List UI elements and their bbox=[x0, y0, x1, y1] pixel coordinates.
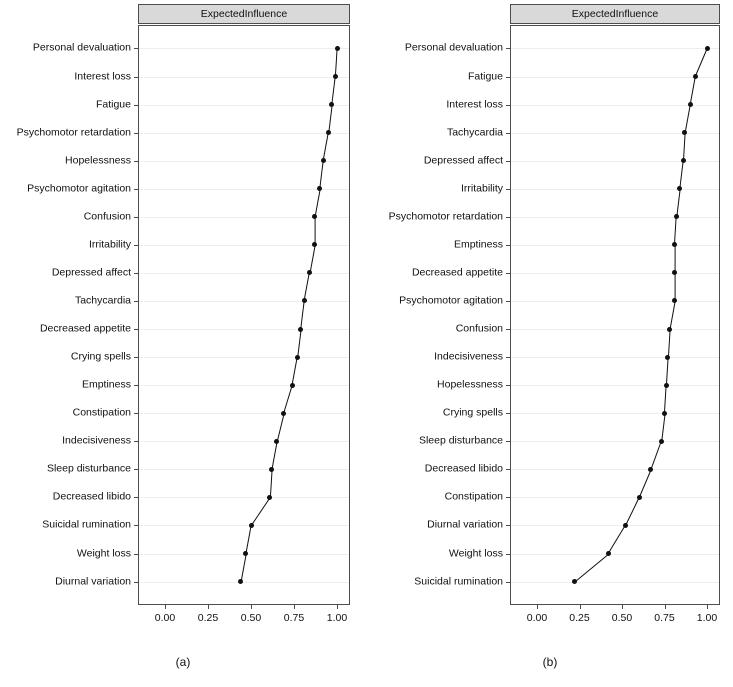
x-axis-tick bbox=[665, 605, 666, 609]
category-label: Crying spells bbox=[442, 406, 503, 419]
series-line-segment bbox=[666, 358, 669, 386]
data-point bbox=[269, 467, 274, 472]
y-axis-tick bbox=[506, 385, 510, 386]
series-line-segment bbox=[664, 386, 667, 414]
category-label: Sleep disturbance bbox=[46, 462, 131, 475]
row-gridline bbox=[511, 245, 719, 246]
row-gridline bbox=[511, 48, 719, 49]
y-axis-tick bbox=[506, 77, 510, 78]
row-gridline bbox=[139, 582, 349, 583]
x-axis-tick-label: 0.75 bbox=[283, 612, 305, 624]
row-gridline bbox=[139, 497, 349, 498]
data-point bbox=[302, 298, 307, 303]
y-axis-tick bbox=[134, 525, 138, 526]
category-label: Weight loss bbox=[448, 547, 503, 559]
panel-b-title-text: ExpectedInfluence bbox=[571, 8, 659, 20]
x-axis-tick bbox=[251, 605, 252, 609]
y-axis-tick bbox=[506, 357, 510, 358]
category-label: Confusion bbox=[455, 322, 503, 335]
data-point bbox=[249, 523, 254, 528]
x-axis-tick-label: 0.25 bbox=[197, 612, 219, 624]
series-line-segment bbox=[271, 442, 277, 470]
data-point bbox=[674, 214, 679, 219]
y-axis-tick bbox=[506, 217, 510, 218]
data-point bbox=[688, 102, 693, 107]
y-axis-tick bbox=[134, 582, 138, 583]
series-line-segment bbox=[276, 414, 284, 442]
series-line-segment bbox=[638, 470, 651, 499]
series-line-segment bbox=[661, 414, 666, 442]
series-line-segment bbox=[297, 330, 302, 358]
series-line-segment bbox=[314, 217, 315, 245]
y-axis-tick bbox=[134, 161, 138, 162]
category-label: Psychomotor agitation bbox=[27, 182, 131, 195]
y-axis-tick bbox=[134, 554, 138, 555]
category-label: Constipation bbox=[444, 490, 503, 503]
data-point bbox=[238, 579, 243, 584]
x-axis-tick-label: 0.75 bbox=[654, 612, 675, 624]
data-point bbox=[335, 46, 340, 51]
y-axis-tick bbox=[506, 189, 510, 190]
series-line-segment bbox=[309, 245, 315, 273]
row-gridline bbox=[511, 469, 719, 470]
row-gridline bbox=[139, 525, 349, 526]
category-label: Emptiness bbox=[81, 378, 131, 391]
panel-b bbox=[367, 0, 733, 687]
data-point bbox=[326, 130, 331, 135]
category-label: Diurnal variation bbox=[427, 518, 503, 531]
y-axis-tick bbox=[134, 329, 138, 330]
category-label: Psychomotor retardation bbox=[388, 210, 503, 223]
category-label: Emptiness bbox=[453, 238, 503, 251]
y-axis-tick bbox=[506, 301, 510, 302]
row-gridline bbox=[511, 357, 719, 358]
y-axis-tick bbox=[134, 217, 138, 218]
x-axis-tick bbox=[537, 605, 538, 609]
data-point bbox=[307, 270, 312, 275]
panel-a-plot-area bbox=[138, 25, 350, 605]
series-line-segment bbox=[683, 133, 686, 161]
series-line-segment bbox=[650, 442, 661, 470]
y-axis-tick bbox=[134, 133, 138, 134]
y-axis-tick bbox=[506, 413, 510, 414]
series-line-segment bbox=[269, 470, 272, 498]
panel-a-strip-title bbox=[138, 4, 350, 24]
row-gridline bbox=[139, 77, 349, 78]
series-line-segment bbox=[689, 77, 695, 105]
row-gridline bbox=[511, 161, 719, 162]
row-gridline bbox=[511, 582, 719, 583]
series-line-segment bbox=[676, 189, 681, 217]
row-gridline bbox=[511, 497, 719, 498]
data-point bbox=[682, 130, 687, 135]
category-label: Hopelessness bbox=[437, 378, 503, 391]
y-axis-tick bbox=[134, 273, 138, 274]
row-gridline bbox=[511, 217, 719, 218]
data-point bbox=[637, 495, 642, 500]
y-axis-tick bbox=[506, 554, 510, 555]
data-point bbox=[298, 327, 303, 332]
x-axis-tick-label: 1.00 bbox=[696, 612, 718, 624]
data-point bbox=[321, 158, 326, 163]
row-gridline bbox=[139, 301, 349, 302]
y-axis-tick bbox=[134, 77, 138, 78]
category-label: Personal devaluation bbox=[404, 41, 503, 54]
data-point bbox=[274, 439, 279, 444]
category-label: Decreased libido bbox=[424, 462, 503, 475]
category-label: Hopelessness bbox=[65, 154, 131, 167]
data-point bbox=[662, 411, 667, 416]
row-gridline bbox=[511, 441, 719, 442]
category-label: Confusion bbox=[83, 210, 131, 223]
series-line-segment bbox=[240, 554, 246, 582]
panel-b-strip-title bbox=[510, 4, 720, 24]
row-gridline bbox=[511, 189, 719, 190]
x-axis-tick-label: 0.25 bbox=[569, 612, 590, 624]
x-axis-tick bbox=[707, 605, 708, 609]
row-gridline bbox=[139, 245, 349, 246]
category-label: Suicidal rumination bbox=[414, 575, 503, 588]
x-axis-tick bbox=[294, 605, 295, 609]
data-point bbox=[572, 579, 577, 584]
data-point bbox=[648, 467, 653, 472]
y-axis-tick bbox=[134, 105, 138, 106]
x-axis-tick bbox=[580, 605, 581, 609]
series-line-segment bbox=[328, 105, 333, 133]
data-point bbox=[243, 551, 248, 556]
row-gridline bbox=[511, 554, 719, 555]
category-label: Sleep disturbance bbox=[418, 434, 503, 447]
series-line-segment bbox=[695, 49, 708, 78]
y-axis-tick bbox=[134, 413, 138, 414]
category-label: Constipation bbox=[72, 406, 131, 419]
y-axis-tick bbox=[506, 245, 510, 246]
series-line-segment bbox=[292, 358, 298, 386]
data-point bbox=[667, 327, 672, 332]
y-axis-tick bbox=[134, 497, 138, 498]
y-axis-tick bbox=[506, 441, 510, 442]
category-label: Decreased appetite bbox=[39, 322, 131, 335]
series-line-segment bbox=[319, 161, 324, 189]
data-point bbox=[317, 186, 322, 191]
row-gridline bbox=[511, 301, 719, 302]
category-label: Fatigue bbox=[467, 70, 503, 82]
category-label: Interest loss bbox=[446, 98, 503, 111]
data-point bbox=[672, 270, 677, 275]
category-label: Suicidal rumination bbox=[42, 518, 131, 531]
data-point bbox=[333, 74, 338, 79]
data-point bbox=[281, 411, 286, 416]
category-label: Weight loss bbox=[76, 547, 131, 559]
y-axis-tick bbox=[506, 161, 510, 162]
series-line-segment bbox=[669, 301, 675, 329]
data-point bbox=[267, 495, 272, 500]
y-axis-tick bbox=[506, 105, 510, 106]
x-axis-tick bbox=[208, 605, 209, 609]
panel-a bbox=[0, 0, 366, 687]
y-axis-tick bbox=[134, 48, 138, 49]
row-gridline bbox=[511, 385, 719, 386]
category-label: Interest loss bbox=[74, 70, 131, 82]
panel-a-title-text: ExpectedInfluence bbox=[200, 8, 288, 20]
category-label: Depressed affect bbox=[423, 154, 503, 167]
series-line-segment bbox=[323, 133, 329, 161]
y-axis-tick bbox=[506, 469, 510, 470]
category-label: Depressed affect bbox=[51, 266, 131, 279]
row-gridline bbox=[139, 357, 349, 358]
y-axis-tick bbox=[134, 245, 138, 246]
y-axis-tick bbox=[134, 385, 138, 386]
category-label: Crying spells bbox=[70, 350, 131, 363]
row-gridline bbox=[139, 413, 349, 414]
data-point bbox=[623, 523, 628, 528]
x-axis-tick bbox=[337, 605, 338, 609]
row-gridline bbox=[139, 329, 349, 330]
x-axis-tick bbox=[622, 605, 623, 609]
data-point bbox=[693, 74, 698, 79]
data-point bbox=[290, 383, 295, 388]
row-gridline bbox=[139, 161, 349, 162]
category-label: Indecisiveness bbox=[62, 434, 131, 447]
series-line-segment bbox=[314, 189, 320, 217]
series-line-segment bbox=[674, 217, 677, 245]
data-point bbox=[659, 439, 664, 444]
row-gridline bbox=[511, 413, 719, 414]
data-point bbox=[672, 298, 677, 303]
y-axis-tick bbox=[134, 441, 138, 442]
data-point bbox=[677, 186, 682, 191]
series-line-segment bbox=[335, 49, 338, 77]
category-label: Irritability bbox=[88, 238, 131, 251]
data-point bbox=[295, 355, 300, 360]
category-label: Fatigue bbox=[95, 98, 131, 111]
category-label: Diurnal variation bbox=[55, 575, 131, 588]
series-line-segment bbox=[304, 273, 310, 301]
row-gridline bbox=[511, 329, 719, 330]
y-axis-tick bbox=[134, 357, 138, 358]
row-gridline bbox=[139, 217, 349, 218]
data-point bbox=[681, 158, 686, 163]
y-axis-tick bbox=[506, 497, 510, 498]
data-point bbox=[665, 355, 670, 360]
row-gridline bbox=[139, 273, 349, 274]
data-point bbox=[329, 102, 334, 107]
row-gridline bbox=[139, 48, 349, 49]
y-axis-tick bbox=[506, 133, 510, 134]
data-point bbox=[705, 46, 710, 51]
x-axis-tick-label: 0.00 bbox=[526, 612, 548, 624]
series-line-segment bbox=[667, 330, 670, 358]
series-line-segment bbox=[245, 526, 251, 554]
data-point bbox=[312, 214, 317, 219]
y-axis-tick bbox=[134, 301, 138, 302]
y-axis-tick bbox=[506, 48, 510, 49]
y-axis-tick bbox=[134, 189, 138, 190]
panel-b-caption: (b) bbox=[542, 655, 558, 669]
category-label: Indecisiveness bbox=[434, 350, 503, 363]
series-line-segment bbox=[574, 554, 609, 583]
row-gridline bbox=[511, 273, 719, 274]
category-label: Tachycardia bbox=[74, 294, 131, 307]
data-point bbox=[664, 383, 669, 388]
y-axis-tick bbox=[506, 329, 510, 330]
data-point bbox=[312, 242, 317, 247]
series-line-segment bbox=[674, 274, 675, 302]
series-line-segment bbox=[674, 245, 675, 273]
x-axis-tick-label: 0.50 bbox=[240, 612, 262, 624]
row-gridline bbox=[511, 525, 719, 526]
row-gridline bbox=[139, 133, 349, 134]
series-line-segment bbox=[608, 526, 626, 555]
category-label: Psychomotor retardation bbox=[16, 126, 131, 139]
category-label: Irritability bbox=[460, 182, 503, 195]
row-gridline bbox=[139, 385, 349, 386]
row-gridline bbox=[139, 469, 349, 470]
x-axis-tick bbox=[165, 605, 166, 609]
y-axis-tick bbox=[506, 273, 510, 274]
y-axis-tick bbox=[506, 525, 510, 526]
panel-a-caption: (a) bbox=[175, 655, 191, 669]
row-gridline bbox=[139, 441, 349, 442]
x-axis-tick-label: 1.00 bbox=[326, 612, 348, 624]
series-line-segment bbox=[679, 161, 684, 189]
y-axis-tick bbox=[134, 469, 138, 470]
category-label: Personal devaluation bbox=[32, 41, 131, 54]
data-point bbox=[606, 551, 611, 556]
series-line-segment bbox=[300, 301, 305, 329]
row-gridline bbox=[511, 77, 719, 78]
category-label: Psychomotor agitation bbox=[399, 294, 503, 307]
series-line-segment bbox=[283, 386, 293, 414]
series-line-segment bbox=[625, 498, 640, 527]
row-gridline bbox=[139, 105, 349, 106]
y-axis-tick bbox=[506, 582, 510, 583]
category-label: Decreased appetite bbox=[411, 266, 503, 279]
row-gridline bbox=[511, 133, 719, 134]
data-point bbox=[672, 242, 677, 247]
series-line-segment bbox=[331, 77, 336, 105]
series-line-segment bbox=[684, 105, 690, 133]
series-line-segment bbox=[251, 498, 271, 527]
category-label: Tachycardia bbox=[446, 126, 503, 139]
x-axis-tick-label: 0.50 bbox=[611, 612, 633, 624]
panel-b-plot-area bbox=[510, 25, 720, 605]
x-axis-tick-label: 0.00 bbox=[154, 612, 176, 624]
category-label: Decreased libido bbox=[52, 490, 131, 503]
